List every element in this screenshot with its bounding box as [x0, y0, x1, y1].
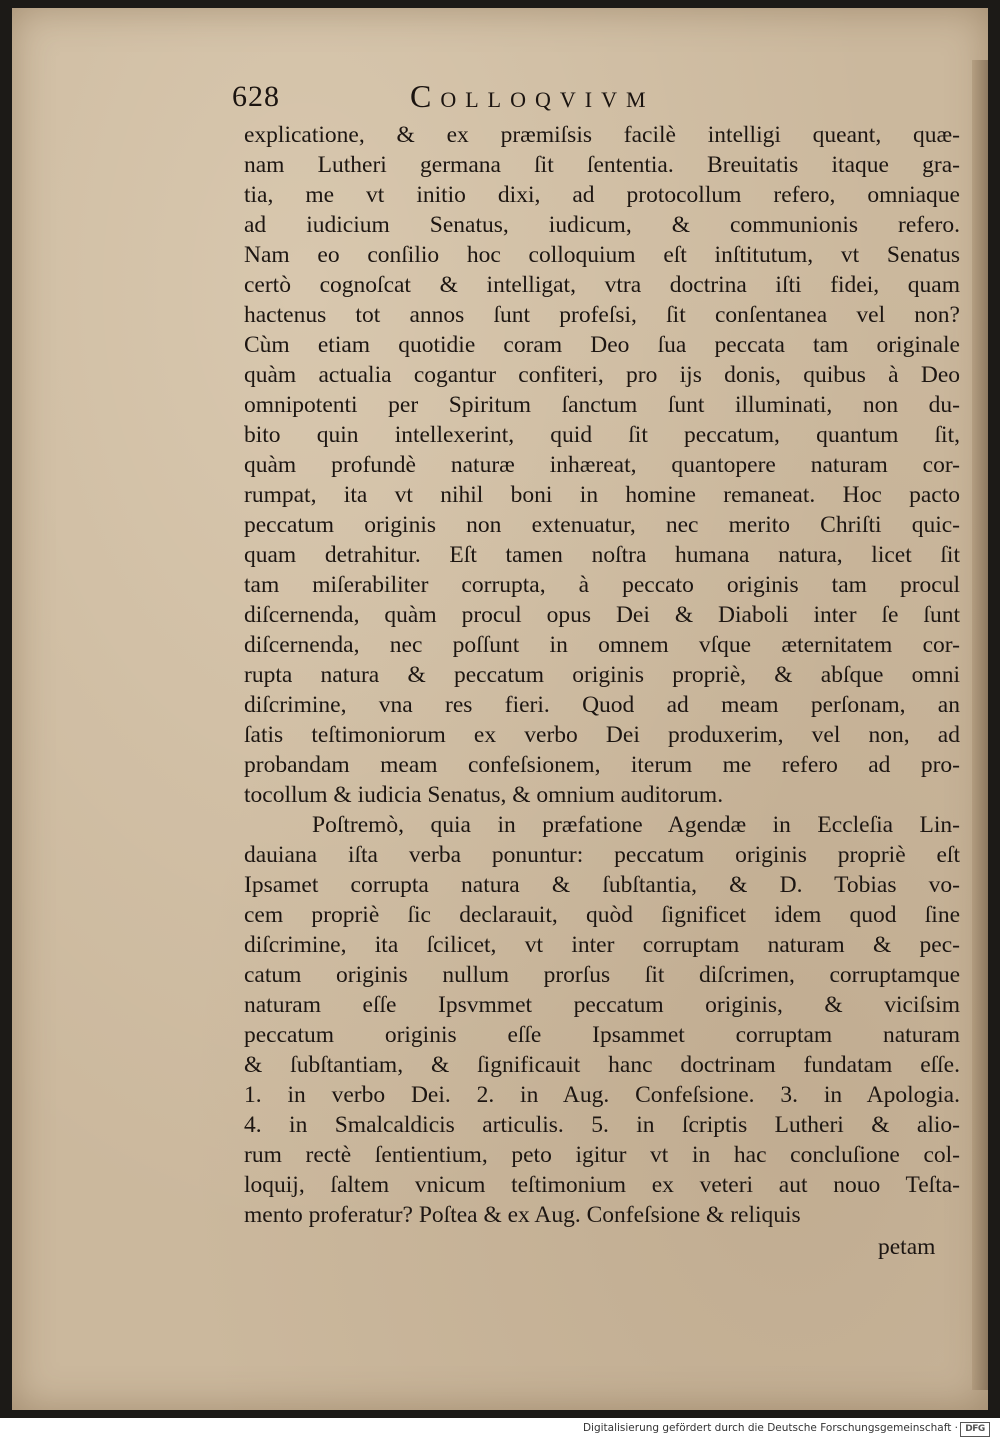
text-line: tocollum & iudicia Senatus, & omnium auditorum.: [244, 782, 724, 808]
text-line: nam Lutheri germana ſit ſententia. Breuitatis itaque gra-: [244, 152, 960, 178]
text-line: cem propriè ſic declarauit, quòd ſignificet idem quod ſine: [244, 902, 960, 928]
footer-bar: [0, 1418, 1000, 1440]
running-head: Colloqvivm: [410, 78, 655, 114]
text-line: naturam eſſe Ipsvmmet peccatum originis, & viciſsim: [244, 992, 960, 1018]
page-header: [232, 78, 792, 118]
text-line: diſcrimine, vna res fieri. Quod ad meam perſonam, an: [244, 692, 960, 718]
text-line: 1. in verbo Dei. 2. in Aug. Confeſsione. 3. in Apologia.: [244, 1082, 960, 1108]
text-line: peccatum originis eſſe Ipsammet corruptam naturam: [244, 1022, 960, 1048]
text-line: Nam eo conſilio hoc colloquium eſt inſtitutum, vt Senatus: [244, 242, 960, 268]
text-line: Poſtremò, quia in præfatione Agendæ in Eccleſia Lin-: [312, 812, 960, 838]
text-line: tia, me vt initio dixi, ad protocollum refero, omniaque: [244, 182, 960, 208]
text-line: omnipotenti per Spiritum ſanctum ſunt illuminati, non du-: [244, 392, 960, 418]
text-line: Cùm etiam quotidie coram Deo ſua peccata tam originale: [244, 332, 960, 358]
text-line: probandam meam confeſsionem, iterum me refero ad pro-: [244, 752, 960, 778]
text-line: rupta natura & peccatum originis propriè, & abſque omni: [244, 662, 960, 688]
page-number: 628: [232, 80, 280, 113]
text-line: certò cognoſcat & intelligat, vtra doctrina iſti fidei, quam: [244, 272, 960, 298]
text-line: ad iudicium Senatus, iudicum, & communionis refero.: [244, 212, 960, 238]
text-line: quàm actualia cogantur confiteri, pro ijs donis, quibus à Deo: [244, 362, 960, 388]
text-line: catum originis nullum prorſus ſit diſcrimen, corruptamque: [244, 962, 960, 988]
text-line: diſcernenda, quàm procul opus Dei & Diaboli inter ſe ſunt: [244, 602, 960, 628]
body-text: [244, 120, 960, 1230]
text-line: loquij, ſaltem vnicum teſtimonium ex veteri aut nouo Teſta-: [244, 1172, 960, 1198]
text-line: explicatione, & ex præmiſsis facilè intelligi queant, quæ-: [244, 122, 960, 148]
text-line: quam detrahitur. Eſt tamen noſtra humana natura, licet ſit: [244, 542, 960, 568]
text-line: & ſubſtantiam, & ſignificauit hanc doctrinam fundatam eſſe.: [244, 1052, 960, 1078]
text-line: dauiana iſta verba ponuntur: peccatum originis propriè eſt: [244, 842, 960, 868]
text-line: peccatum originis non extenuatur, nec merito Chriſti quic-: [244, 512, 960, 538]
page-edge: [972, 60, 988, 1390]
text-line: diſcrimine, ita ſcilicet, vt inter corruptam naturam & pec-: [244, 932, 960, 958]
text-line: Ipsamet corrupta natura & ſubſtantia, & D. Tobias vo-: [244, 872, 960, 898]
text-line: 4. in Smalcaldicis articulis. 5. in ſcriptis Lutheri & alio-: [244, 1112, 960, 1138]
text-line: mento proferatur? Poſtea & ex Aug. Confeſsione & reliquis: [244, 1202, 801, 1228]
dfg-logo: DFG: [960, 1422, 990, 1437]
text-line: bito quin intellexerint, quid ſit peccatum, quantum ſit,: [244, 422, 960, 448]
text-line: hactenus tot annos ſunt profeſsi, ſit conſentanea vel non?: [244, 302, 960, 328]
funding-note: Digitalisierung gefördert durch die Deutsche Forschungsgemeinschaft ·: [582, 1422, 958, 1434]
text-line: quàm profundè naturæ inhæreat, quantopere naturam cor-: [244, 452, 960, 478]
text-line: tam miſerabiliter corrupta, à peccato originis tam procul: [244, 572, 960, 598]
text-line: ſatis teſtimoniorum ex verbo Dei produxerim, vel non, ad: [244, 722, 960, 748]
text-line: rum rectè ſentientium, peto igitur vt in hac concluſione col-: [244, 1142, 960, 1168]
text-line: diſcernenda, nec poſſunt in omnem vſque æternitatem cor-: [244, 632, 960, 658]
catchword: petam: [878, 1234, 936, 1260]
text-line: rumpat, ita vt nihil boni in homine remaneat. Hoc pacto: [244, 482, 960, 508]
